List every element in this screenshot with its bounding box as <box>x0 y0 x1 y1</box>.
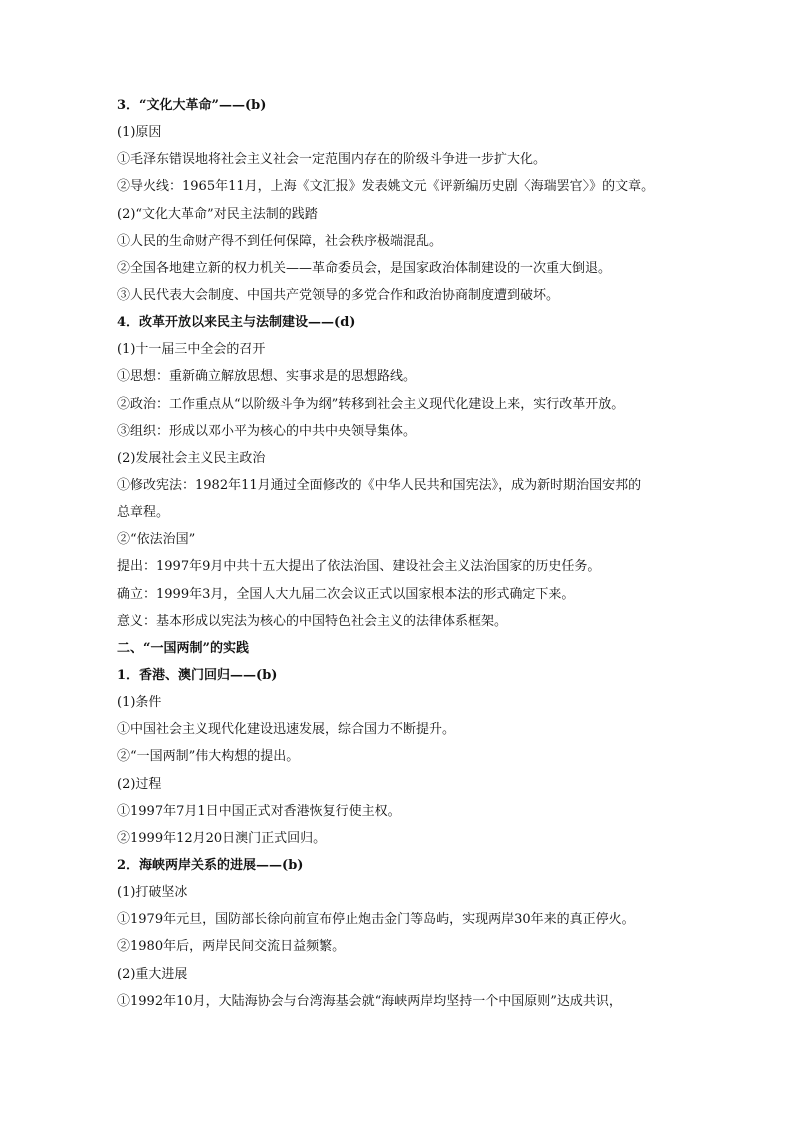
paragraph-line: ②“一国两制”伟大构想的提出。 <box>117 749 300 765</box>
subheading: (1)十一届三中全会的召开 <box>117 342 266 358</box>
paragraph-line: ①毛泽东错误地将社会主义社会一定范围内存在的阶级斗争进一步扩大化。 <box>117 152 547 168</box>
paragraph-line: ②“依法治国” <box>117 532 196 548</box>
section-heading: 4．改革开放以来民主与法制建设——(d) <box>117 315 356 331</box>
paragraph-line: ③人民代表大会制度、中国共产党领导的多党合作和政治协商制度遭到破坏。 <box>117 287 560 303</box>
document-body <box>117 92 687 1015</box>
paragraph-line: ③组织：形成以邓小平为核心的中共中央领导集体。 <box>117 423 417 439</box>
paragraph-line: ①思想：重新确立解放思想、实事求是的思想路线。 <box>117 369 417 385</box>
section-heading: 二、“一国两制”的实践 <box>117 640 249 656</box>
paragraph-line: ②1999年12月20日澳门正式回归。 <box>117 830 327 846</box>
paragraph-line: ①人民的生命财产得不到任何保障，社会秩序极端混乱。 <box>117 233 443 249</box>
paragraph-line: ①1979年元旦，国防部长徐向前宣布停止炮击金门等岛屿，实现两岸30年来的真正停火。 <box>117 912 635 928</box>
paragraph-line: ②导火线：1965年11月，上海《文汇报》发表姚文元《评新编历史剧〈海瑞罢官〉》的文章。 <box>117 179 655 195</box>
section-heading: 1．香港、澳门回归——(b) <box>117 667 278 683</box>
paragraph-line: ①1992年10月，大陆海协会与台湾海基会就“海峡两岸均坚持一个中国原则”达成共识， <box>117 993 622 1009</box>
section-heading: 2．海峡两岸关系的进展——(b) <box>117 857 304 873</box>
subheading: (2)重大进展 <box>117 966 188 982</box>
subheading: (2)“文化大革命”对民主法制的践踏 <box>117 206 318 222</box>
paragraph-line: ①修改宪法：1982年11月通过全面修改的《中华人民共和国宪法》，成为新时期治国安邦的 <box>117 477 642 493</box>
section-heading: 3．“文化大革命”——(b) <box>117 98 267 113</box>
subheading: (1)条件 <box>117 695 162 711</box>
paragraph-line: ①1997年7月1日中国正式对香港恢复行使主权。 <box>117 803 401 819</box>
subheading: (1)原因 <box>117 125 162 141</box>
subheading: (2)发展社会主义民主政治 <box>117 450 266 466</box>
paragraph-line: 确立：1999年3月，全国人大九届二次会议正式以国家根本法的形式确定下来。 <box>117 586 575 602</box>
paragraph-line: 总章程。 <box>117 505 170 521</box>
subheading: (1)打破坚冰 <box>117 885 188 901</box>
paragraph-line: ②全国各地建立新的权力机关——革命委员会，是国家政治体制建设的一次重大倒退。 <box>117 260 612 276</box>
paragraph-line: ②1980年后，两岸民间交流日益频繁。 <box>117 939 346 955</box>
paragraph-line: 意义：基本形成以宪法为核心的中国特色社会主义的法律体系框架。 <box>117 613 508 629</box>
paragraph-line: ②政治：工作重点从“以阶级斗争为纲”转移到社会主义现代化建设上来，实行改革开放。 <box>117 396 625 412</box>
subheading: (2)过程 <box>117 776 162 792</box>
paragraph-line: 提出：1997年9月中共十五大提出了依法治国、建设社会主义法治国家的历史任务。 <box>117 559 601 575</box>
paragraph-line: ①中国社会主义现代化建设迅速发展，综合国力不断提升。 <box>117 722 456 738</box>
